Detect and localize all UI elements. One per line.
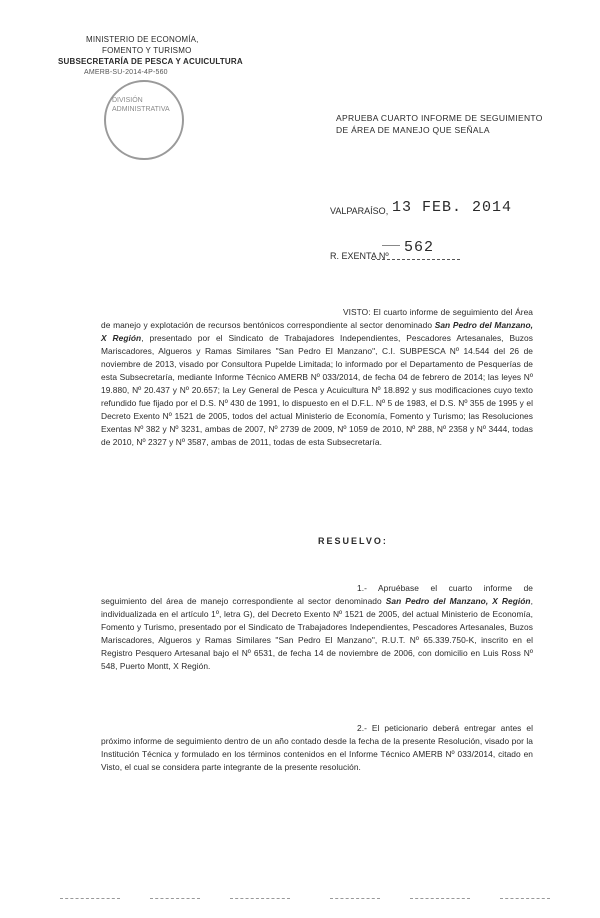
document-reference: APRUEBA CUARTO INFORME DE SEGUIMIENTO DE ÁREA DE MANEJO QUE SEÑALA <box>336 113 543 135</box>
item1-place: San Pedro del Manzano, X Región <box>385 596 531 606</box>
visto-text-2: , presentado por el Sindicato de Trabajadores Independientes, Pescadores Artesanales, Buzos Mariscadores, Algueros y Ramas Similares "San Pedro El Manzano", C.I. SUBPESCA Nº 14.544 del 26 de noviembre de 2013, visado por Consultora Pupelde Limitada; lo informado por el Departamento de Pesquerías de esta Subsecretaría, mediante Informe Técnico AMERB Nº 033/2014, de fecha 04 de febrero de 2014; las leyes Nº 19.880, Nº 20.437 y Nº 20.657; la Ley General de Pesca y Acuicultura Nº 18.892 y sus modificaciones cuyo texto refundido fue fijado por el D.S. Nº 430 de 1991, lo dispuesto en el D.F.L. Nº 5 de 1983, el D.S. Nº 355 de 1995 y el Decreto Exento Nº 1521 de 2005, todos del actual Ministerio de Economía, Fomento y Turismo; las Resoluciones Exentas Nº 382 y Nº 3231, ambas de 2007, Nº 2739 de 2009, Nº 1059 de 2010, Nº 288, Nº 2358 y Nº 3444, todas de 2010, Nº 2327 y Nº 3587, ambas de 2011, todas de esta Subsecretaría. <box>101 333 533 447</box>
exenta-mark <box>382 245 400 246</box>
header-ministry: MINISTERIO DE ECONOMÍA, <box>86 35 199 44</box>
date-stamp: 13 FEB. 2014 <box>392 199 513 216</box>
header-ministry-2: FOMENTO Y TURISMO <box>102 46 192 55</box>
visto-place: San Pedro del Manzano, X Región <box>101 320 533 343</box>
place-label: VALPARAÍSO, <box>330 206 389 216</box>
stamp-line-2: ADMINISTRATIVA <box>112 106 170 113</box>
resolution-item-2: 2.- El peticionario deberá entregar antes el próximo informe de seguimiento dentro de un año contado desde la fecha de la presente Resolución, visado por la Institución Técnica y formulado en los términos contenidos en el Informe Técnico AMERB Nº 033/2014, citado en Visto, el cual se considera parte integrante de la presente resolución. <box>101 723 533 772</box>
stamp-line-1: DIVISIÓN <box>112 97 143 104</box>
visto-paragraph <box>101 306 533 449</box>
resuelvo-heading: RESUELVO: <box>318 536 388 546</box>
header-code: AMERB-SU-2014-4P-560 <box>84 69 168 76</box>
header-subsecretaria: SUBSECRETARÍA DE PESCA Y ACUICULTURA <box>58 57 243 66</box>
ministry-header <box>58 34 258 78</box>
item1-text: 1.- Apruébase el cuarto informe de seguimiento del área de manejo correspondiente al sector denominado <box>101 583 533 606</box>
official-stamp <box>104 80 184 160</box>
exenta-number: 562 <box>404 239 435 256</box>
exenta-underline <box>372 259 460 260</box>
visto-text: El cuarto informe de seguimiento del Área de manejo y explotación de recursos bentónicos correspondiente al sector denominado <box>101 307 533 330</box>
resolution-item-1 <box>101 582 533 673</box>
stamp-text <box>112 96 170 114</box>
visto-label: VISTO: <box>343 307 371 317</box>
item1-text-2: , individualizada en el artículo 1º, letra G), del Decreto Exento Nº 1521 de 2005, del actual Ministerio de Economía, Fomento y Turismo, presentado por el Sindicato de Trabajadores Independientes, Pescadores Artesanales, Buzos Mariscadores, Algueros y Ramas Similares "San Pedro El Manzano", R.U.T. Nº 65.339.750-K, inscrito en el Registro Pesquero Artesanal bajo el Nº 6531, de fecha 14 de noviembre de 2006, con domicilio en Luis Ross Nº 548, Puerto Montt, X Región. <box>101 596 533 671</box>
exenta-label: R. EXENTA Nº <box>330 251 389 261</box>
